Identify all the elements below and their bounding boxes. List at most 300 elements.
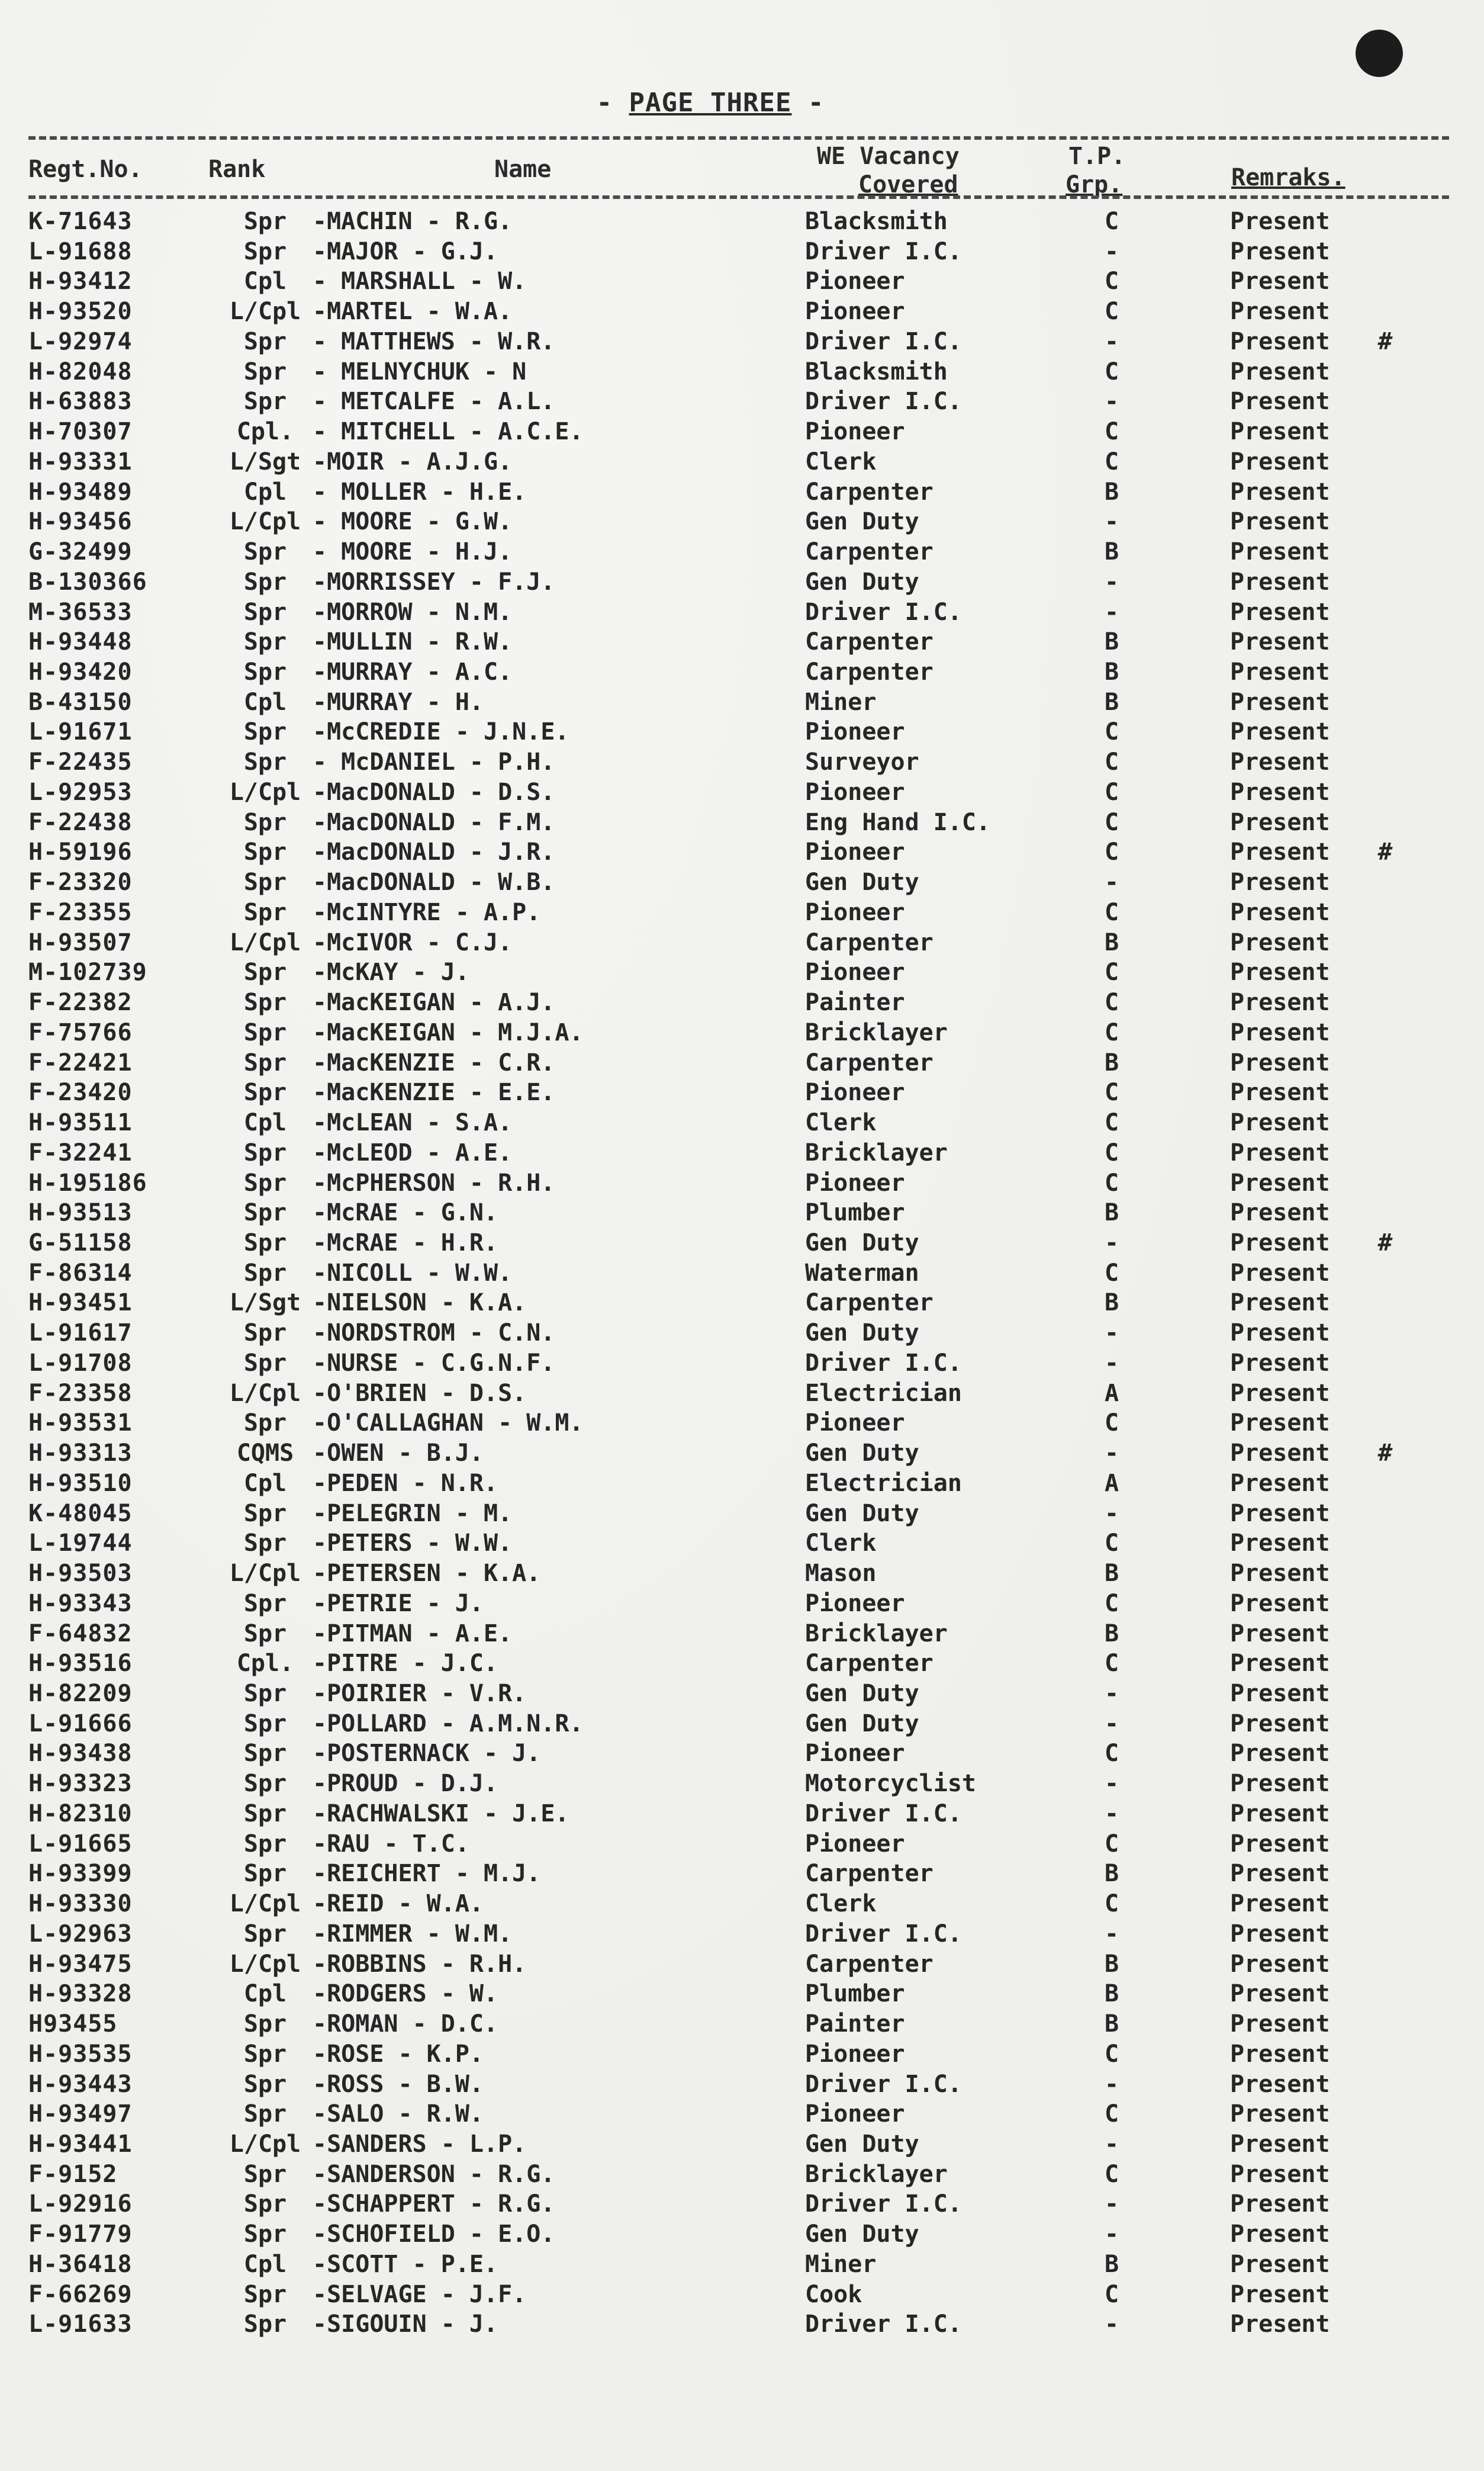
rank-cell: Spr <box>243 358 287 385</box>
name-cell: -McKAY - J. <box>313 959 469 987</box>
tp-group-cell: C <box>1104 898 1119 926</box>
table-row <box>28 417 1419 446</box>
tp-group-cell: B <box>1104 538 1119 566</box>
we-vacancy-cell: Carpenter <box>805 538 933 566</box>
regt-no-cell: H-36418 <box>28 2250 133 2278</box>
table-row <box>28 448 1419 476</box>
rank-cell: L/Cpl <box>229 778 301 806</box>
remarks-cell: Present <box>1230 538 1330 566</box>
rank-cell: Cpl <box>243 688 287 716</box>
we-vacancy-cell: Pioneer <box>805 838 905 866</box>
tp-group-cell: - <box>1104 1800 1119 1827</box>
table-row <box>28 688 1419 716</box>
we-vacancy-cell: Motorcyclist <box>805 1770 976 1798</box>
tp-group-cell: B <box>1104 1950 1119 1978</box>
punch-hole <box>1356 30 1403 77</box>
we-vacancy-cell: Pioneer <box>805 418 905 446</box>
regt-no-cell: L-91665 <box>28 1830 133 1858</box>
rank-cell: Spr <box>243 1319 287 1347</box>
rank-cell: L/Cpl <box>229 1890 301 1918</box>
header-rank: Rank <box>208 156 266 183</box>
we-vacancy-cell: Pioneer <box>805 298 905 326</box>
table-row <box>28 1950 1419 1978</box>
regt-no-cell: L-92974 <box>28 327 133 355</box>
regt-no-cell: F-64832 <box>28 1620 133 1647</box>
table-row <box>28 2040 1419 2068</box>
tp-group-cell: B <box>1104 688 1119 716</box>
we-vacancy-cell: Gen Duty <box>805 1439 919 1467</box>
name-cell: -RAU - T.C. <box>313 1830 469 1858</box>
table-row <box>28 507 1419 536</box>
rank-cell: Spr <box>243 1830 287 1858</box>
regt-no-cell: H-93510 <box>28 1469 133 1497</box>
table-row <box>28 1198 1419 1227</box>
regt-no-cell: L-91688 <box>28 237 133 265</box>
rank-cell: Spr <box>243 1529 287 1557</box>
remarks-cell: Present <box>1230 1169 1330 1197</box>
regt-no-cell: H-93475 <box>28 1950 133 1978</box>
tp-group-cell: C <box>1104 838 1119 866</box>
table-row <box>28 327 1419 356</box>
name-cell: - MELNYCHUK - N <box>313 358 527 385</box>
table-row <box>28 2010 1419 2038</box>
name-cell: -MacDONALD - J.R. <box>313 838 555 866</box>
table-row <box>28 2310 1419 2338</box>
table-row <box>28 928 1419 957</box>
header-grp: Grp. <box>1065 171 1123 198</box>
rank-cell: Spr <box>243 1860 287 1888</box>
tp-group-cell: - <box>1104 869 1119 896</box>
we-vacancy-cell: Pioneer <box>805 1589 905 1617</box>
tp-group-cell: - <box>1104 2070 1119 2098</box>
table-row <box>28 1319 1419 1347</box>
regt-no-cell: H-195186 <box>28 1169 147 1197</box>
tp-group-cell: - <box>1104 598 1119 626</box>
rank-cell: Spr <box>243 1770 287 1798</box>
we-vacancy-cell: Pioneer <box>805 1740 905 1768</box>
table-row <box>28 598 1419 626</box>
regt-no-cell: F-22382 <box>28 989 133 1017</box>
regt-no-cell: H-93531 <box>28 1409 133 1437</box>
table-row <box>28 988 1419 1017</box>
remarks-cell: Present <box>1230 1199 1330 1227</box>
we-vacancy-cell: Plumber <box>805 1980 905 2008</box>
tp-group-cell: C <box>1104 298 1119 326</box>
we-vacancy-cell: Gen Duty <box>805 2131 919 2158</box>
rank-cell: Spr <box>243 2311 287 2338</box>
tp-group-cell: A <box>1104 1379 1119 1407</box>
remarks-cell: Present <box>1230 808 1330 836</box>
name-cell: -PITRE - J.C. <box>313 1650 498 1678</box>
regt-no-cell: F-23420 <box>28 1079 133 1107</box>
name-cell: -MACHIN - R.G. <box>313 208 513 235</box>
tp-group-cell: C <box>1104 2280 1119 2308</box>
remarks-cell: Present <box>1230 2311 1330 2338</box>
rank-cell: Cpl. <box>236 418 294 446</box>
table-row <box>28 2100 1419 2128</box>
table-row <box>28 2220 1419 2248</box>
we-vacancy-cell: Driver I.C. <box>805 1800 962 1827</box>
regt-no-cell: H-93516 <box>28 1650 133 1678</box>
name-cell: -POLLARD - A.M.N.R. <box>313 1710 584 1737</box>
rank-cell: Spr <box>243 2190 287 2218</box>
table-row <box>28 748 1419 776</box>
remarks-cell: Present <box>1230 748 1330 776</box>
rank-cell: Spr <box>243 1169 287 1197</box>
tp-group-cell: - <box>1104 1439 1119 1467</box>
remarks-cell: Present <box>1230 1830 1330 1858</box>
regt-no-cell: H-93328 <box>28 1980 133 2008</box>
rank-cell: L/Cpl <box>229 508 301 536</box>
tp-group-cell: C <box>1104 1259 1119 1287</box>
tp-group-cell: B <box>1104 658 1119 686</box>
remarks-cell: Present <box>1230 2250 1330 2278</box>
rank-cell: Cpl. <box>236 1650 294 1678</box>
regt-no-cell: L-92916 <box>28 2190 133 2218</box>
table-row <box>28 1830 1419 1858</box>
name-cell: -MAJOR - G.J. <box>313 237 498 265</box>
regt-no-cell: H-93489 <box>28 478 133 506</box>
rank-cell: Spr <box>243 538 287 566</box>
name-cell: -McRAE - H.R. <box>313 1229 498 1257</box>
tp-group-cell: B <box>1104 928 1119 956</box>
regt-no-cell: H-93441 <box>28 2131 133 2158</box>
we-vacancy-cell: Mason <box>805 1560 877 1588</box>
remarks-cell: Present <box>1230 1379 1330 1407</box>
we-vacancy-cell: Driver I.C. <box>805 237 962 265</box>
regt-no-cell: L-92953 <box>28 778 133 806</box>
name-cell: - MITCHELL - A.C.E. <box>313 418 584 446</box>
we-vacancy-cell: Clerk <box>805 1109 877 1137</box>
table-row <box>28 538 1419 566</box>
rank-cell: Spr <box>243 838 287 866</box>
remarks-cell: Present <box>1230 358 1330 385</box>
we-vacancy-cell: Pioneer <box>805 1830 905 1858</box>
regt-no-cell: H-70307 <box>28 418 133 446</box>
annotation-mark: # <box>1378 838 1393 866</box>
name-cell: -POIRIER - V.R. <box>313 1679 527 1707</box>
tp-group-cell: C <box>1104 208 1119 235</box>
regt-no-cell: H-93331 <box>28 448 133 475</box>
regt-no-cell: H93455 <box>28 2010 118 2038</box>
table-row <box>28 718 1419 746</box>
table-row <box>28 568 1419 596</box>
tp-group-cell: - <box>1104 2131 1119 2158</box>
remarks-cell: Present <box>1230 1710 1330 1737</box>
remarks-cell: Present <box>1230 1770 1330 1798</box>
remarks-cell: Present <box>1230 1018 1330 1046</box>
rank-cell: Spr <box>243 598 287 626</box>
rank-cell: Cpl <box>243 1980 287 2008</box>
name-cell: - MOLLER - H.E. <box>313 478 527 506</box>
name-cell: -PROUD - D.J. <box>313 1770 498 1798</box>
remarks-cell: Present <box>1230 2100 1330 2128</box>
header-tp: T.P. <box>1068 143 1126 170</box>
tp-group-cell: B <box>1104 1049 1119 1077</box>
name-cell: -MacKEIGAN - M.J.A. <box>313 1018 584 1046</box>
regt-no-cell: H-93438 <box>28 1740 133 1768</box>
regt-no-cell: H-93443 <box>28 2070 133 2098</box>
tp-group-cell: C <box>1104 1079 1119 1107</box>
we-vacancy-cell: Pioneer <box>805 1409 905 1437</box>
remarks-cell: Present <box>1230 598 1330 626</box>
tp-group-cell: C <box>1104 1169 1119 1197</box>
name-cell: -ROMAN - D.C. <box>313 2010 498 2038</box>
table-row <box>28 1649 1419 1678</box>
remarks-cell: Present <box>1230 448 1330 475</box>
table-row <box>28 1980 1419 2008</box>
we-vacancy-cell: Miner <box>805 688 877 716</box>
remarks-cell: Present <box>1230 989 1330 1017</box>
tp-group-cell: C <box>1104 2160 1119 2188</box>
name-cell: -REICHERT - M.J. <box>313 1860 541 1888</box>
rank-cell: Spr <box>243 1920 287 1948</box>
name-cell: -OWEN - B.J. <box>313 1439 484 1467</box>
remarks-cell: Present <box>1230 1860 1330 1888</box>
we-vacancy-cell: Driver I.C. <box>805 327 962 355</box>
rank-cell: Spr <box>243 718 287 746</box>
header-rule-top <box>28 136 1449 140</box>
we-vacancy-cell: Carpenter <box>805 1950 933 1978</box>
we-vacancy-cell: Driver I.C. <box>805 1349 962 1377</box>
remarks-cell: Present <box>1230 1800 1330 1827</box>
tp-group-cell: - <box>1104 1319 1119 1347</box>
rank-cell: Spr <box>243 1589 287 1617</box>
we-vacancy-cell: Driver I.C. <box>805 2070 962 2098</box>
regt-no-cell: F-22438 <box>28 808 133 836</box>
table-row <box>28 1439 1419 1467</box>
rank-cell: Spr <box>243 1199 287 1227</box>
regt-no-cell: F-23355 <box>28 898 133 926</box>
regt-no-cell: F-22421 <box>28 1049 133 1077</box>
we-vacancy-cell: Gen Duty <box>805 568 919 596</box>
name-cell: -MacKENZIE - C.R. <box>313 1049 555 1077</box>
remarks-cell: Present <box>1230 928 1330 956</box>
regt-no-cell: H-82209 <box>28 1679 133 1707</box>
rank-cell: Spr <box>243 1139 287 1167</box>
remarks-cell: Present <box>1230 628 1330 656</box>
table-row <box>28 1349 1419 1377</box>
regt-no-cell: F-86314 <box>28 1259 133 1287</box>
rank-cell: L/Cpl <box>229 1950 301 1978</box>
we-vacancy-cell: Clerk <box>805 1529 877 1557</box>
tp-group-cell: B <box>1104 2010 1119 2038</box>
table-row <box>28 778 1419 806</box>
we-vacancy-cell: Bricklayer <box>805 1620 948 1647</box>
table-row <box>28 1259 1419 1287</box>
tp-group-cell: - <box>1104 1710 1119 1737</box>
name-cell: -McPHERSON - R.H. <box>313 1169 555 1197</box>
rank-cell: Spr <box>243 568 287 596</box>
tp-group-cell: C <box>1104 778 1119 806</box>
name-cell: -MacDONALD - F.M. <box>313 808 555 836</box>
remarks-cell: Present <box>1230 1259 1330 1287</box>
tp-group-cell: A <box>1104 1469 1119 1497</box>
we-vacancy-cell: Miner <box>805 2250 877 2278</box>
remarks-cell: Present <box>1230 1950 1330 1978</box>
remarks-cell: Present <box>1230 298 1330 326</box>
tp-group-cell: B <box>1104 628 1119 656</box>
we-vacancy-cell: Painter <box>805 2010 905 2038</box>
tp-group-cell: C <box>1104 418 1119 446</box>
table-row <box>28 898 1419 927</box>
regt-no-cell: H-93520 <box>28 298 133 326</box>
regt-no-cell: H-93420 <box>28 658 133 686</box>
regt-no-cell: H-93503 <box>28 1560 133 1588</box>
table-row <box>28 1559 1419 1588</box>
remarks-cell: Present <box>1230 1439 1330 1467</box>
header-we-vacancy: WE Vacancy <box>817 143 960 170</box>
rank-cell: Spr <box>243 1079 287 1107</box>
tp-group-cell: - <box>1104 508 1119 536</box>
header-rule-bottom <box>28 195 1449 199</box>
table-row <box>28 1229 1419 1257</box>
we-vacancy-cell: Surveyor <box>805 748 919 776</box>
name-cell: -MULLIN - R.W. <box>313 628 513 656</box>
table-row <box>28 1288 1419 1317</box>
rank-cell: Spr <box>243 388 287 416</box>
tp-group-cell: - <box>1104 1349 1119 1377</box>
regt-no-cell: L-92963 <box>28 1920 133 1948</box>
name-cell: -POSTERNACK - J. <box>313 1740 541 1768</box>
we-vacancy-cell: Carpenter <box>805 628 933 656</box>
table-row <box>28 1890 1419 1918</box>
we-vacancy-cell: Driver I.C. <box>805 2311 962 2338</box>
tp-group-cell: B <box>1104 1980 1119 2008</box>
table-row <box>28 1108 1419 1137</box>
header-name: Name <box>494 156 552 183</box>
remarks-cell: Present <box>1230 208 1330 235</box>
remarks-cell: Present <box>1230 568 1330 596</box>
remarks-cell: Present <box>1230 1589 1330 1617</box>
remarks-cell: Present <box>1230 1109 1330 1137</box>
we-vacancy-cell: Driver I.C. <box>805 2190 962 2218</box>
tp-group-cell: C <box>1104 1830 1119 1858</box>
table-row <box>28 1529 1419 1557</box>
table-row <box>28 297 1419 326</box>
remarks-cell: Present <box>1230 1560 1330 1588</box>
header-we-covered: Covered <box>858 171 958 198</box>
rank-cell: Spr <box>243 237 287 265</box>
name-cell: -McRAE - G.N. <box>313 1199 498 1227</box>
we-vacancy-cell: Bricklayer <box>805 2160 948 2188</box>
table-row <box>28 1049 1419 1077</box>
regt-no-cell: G-51158 <box>28 1229 133 1257</box>
remarks-cell: Present <box>1230 478 1330 506</box>
regt-no-cell: K-48045 <box>28 1499 133 1527</box>
table-row <box>28 1620 1419 1648</box>
name-cell: -NICOLL - W.W. <box>313 1259 513 1287</box>
tp-group-cell: - <box>1104 388 1119 416</box>
regt-no-cell: G-32499 <box>28 538 133 566</box>
rank-cell: Spr <box>243 748 287 776</box>
we-vacancy-cell: Pioneer <box>805 1169 905 1197</box>
regt-no-cell: K-71643 <box>28 208 133 235</box>
regt-no-cell: H-93507 <box>28 928 133 956</box>
regt-no-cell: H-93511 <box>28 1109 133 1137</box>
regt-no-cell: B-130366 <box>28 568 147 596</box>
tp-group-cell: C <box>1104 1409 1119 1437</box>
table-row <box>28 2070 1419 2099</box>
rank-cell: Spr <box>243 208 287 235</box>
we-vacancy-cell: Waterman <box>805 1259 919 1287</box>
remarks-cell: Present <box>1230 1499 1330 1527</box>
tp-group-cell: C <box>1104 2100 1119 2128</box>
table-row <box>28 868 1419 896</box>
we-vacancy-cell: Driver I.C. <box>805 388 962 416</box>
name-cell: -McLEAN - S.A. <box>313 1109 513 1137</box>
table-row <box>28 1469 1419 1498</box>
we-vacancy-cell: Gen Duty <box>805 1229 919 1257</box>
rank-cell: Spr <box>243 1710 287 1737</box>
name-cell: -McINTYRE - A.P. <box>313 898 541 926</box>
remarks-cell: Present <box>1230 959 1330 987</box>
tp-group-cell: C <box>1104 1589 1119 1617</box>
table-row <box>28 207 1419 236</box>
remarks-cell: Present <box>1230 1139 1330 1167</box>
tp-group-cell: C <box>1104 1529 1119 1557</box>
we-vacancy-cell: Pioneer <box>805 268 905 295</box>
remarks-cell: Present <box>1230 418 1330 446</box>
rank-cell: Spr <box>243 959 287 987</box>
table-row <box>28 1920 1419 1948</box>
regt-no-cell: F-23320 <box>28 869 133 896</box>
regt-no-cell: B-43150 <box>28 688 133 716</box>
tp-group-cell: C <box>1104 2040 1119 2068</box>
we-vacancy-cell: Electrician <box>805 1469 962 1497</box>
name-cell: -MARTEL - W.A. <box>313 298 513 326</box>
rank-cell: Cpl <box>243 1109 287 1137</box>
remarks-cell: Present <box>1230 2040 1330 2068</box>
regt-no-cell: F-22435 <box>28 748 133 776</box>
we-vacancy-cell: Gen Duty <box>805 1710 919 1737</box>
rank-cell: Spr <box>243 898 287 926</box>
name-cell: -RODGERS - W. <box>313 1980 498 2008</box>
table-row <box>28 2160 1419 2189</box>
regt-no-cell: F-75766 <box>28 1018 133 1046</box>
table-row <box>28 1800 1419 1828</box>
table-row <box>28 1409 1419 1437</box>
tp-group-cell: C <box>1104 718 1119 746</box>
rank-cell: Spr <box>243 1679 287 1707</box>
name-cell: -NORDSTROM - C.N. <box>313 1319 555 1347</box>
we-vacancy-cell: Carpenter <box>805 1860 933 1888</box>
remarks-cell: Present <box>1230 1529 1330 1557</box>
table-row <box>28 1169 1419 1197</box>
rank-cell: Spr <box>243 1259 287 1287</box>
regt-no-cell: M-102739 <box>28 959 147 987</box>
header-regt-no: Regt.No. <box>28 156 143 183</box>
regt-no-cell: L-91633 <box>28 2311 133 2338</box>
remarks-cell: Present <box>1230 1409 1330 1437</box>
remarks-cell: Present <box>1230 508 1330 536</box>
rank-cell: Spr <box>243 1409 287 1437</box>
name-cell: -McLEOD - A.E. <box>313 1139 513 1167</box>
name-cell: -MacDONALD - W.B. <box>313 869 555 896</box>
name-cell: -NURSE - C.G.N.F. <box>313 1349 555 1377</box>
rank-cell: Spr <box>243 2160 287 2188</box>
name-cell: - MARSHALL - W. <box>313 268 527 295</box>
header-remarks: Remraks. <box>1231 164 1345 191</box>
we-vacancy-cell: Pioneer <box>805 2100 905 2128</box>
we-vacancy-cell: Pioneer <box>805 959 905 987</box>
regt-no-cell: H-82310 <box>28 1800 133 1827</box>
remarks-cell: Present <box>1230 2131 1330 2158</box>
tp-group-cell: B <box>1104 1620 1119 1647</box>
regt-no-cell: L-91671 <box>28 718 133 746</box>
rank-cell: Spr <box>243 2070 287 2098</box>
we-vacancy-cell: Pioneer <box>805 718 905 746</box>
